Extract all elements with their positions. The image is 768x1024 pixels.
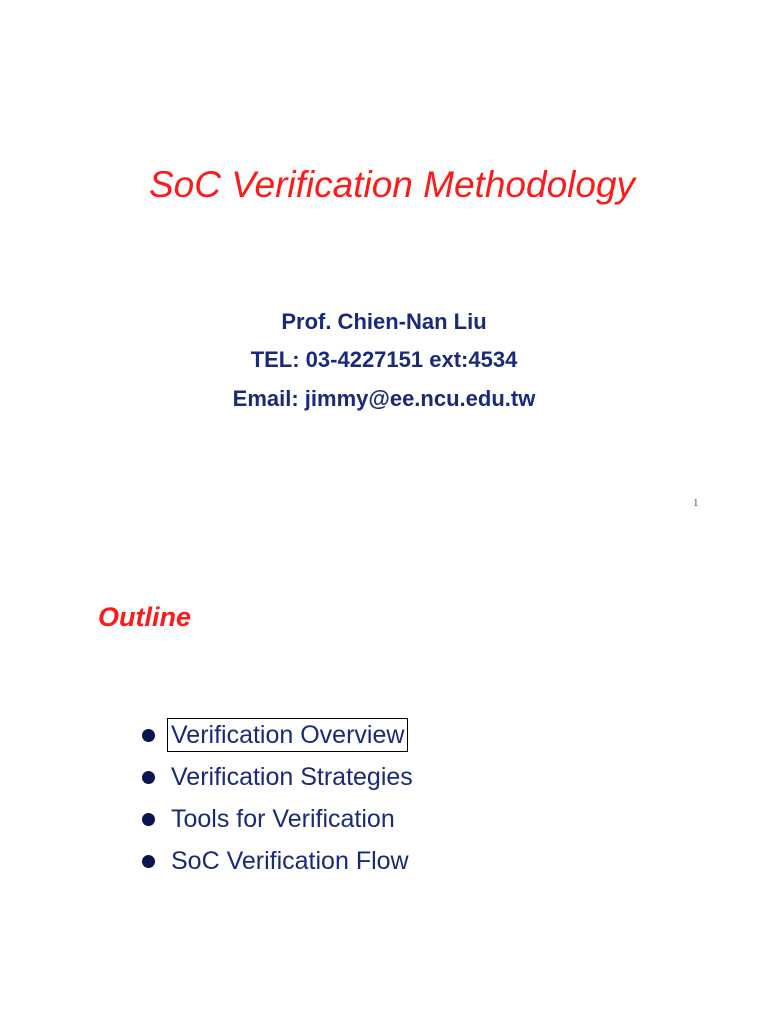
outline-heading: Outline	[98, 602, 191, 632]
bullet-icon	[142, 855, 155, 868]
slide-title: SoC Verification Methodology	[148, 164, 636, 205]
list-item	[142, 756, 417, 798]
list-item	[142, 798, 417, 840]
bullet-icon	[142, 813, 155, 826]
outline-item-label: Verification Overview	[167, 718, 408, 752]
list-item	[142, 840, 417, 882]
outline-item-label: Tools for Verification	[171, 805, 395, 833]
page-number: 1	[693, 497, 699, 509]
list-item	[142, 714, 417, 756]
bullet-icon	[142, 771, 155, 784]
outline-list	[142, 714, 417, 882]
outline-item-label: Verification Strategies	[171, 763, 413, 791]
author-name: Prof. Chien-Nan Liu	[281, 309, 487, 334]
bullet-icon	[142, 729, 155, 742]
email-address: Email: jimmy@ee.ncu.edu.tw	[232, 386, 536, 411]
telephone: TEL: 03-4227151 ext:4534	[250, 347, 518, 372]
outline-item-label: SoC Verification Flow	[171, 847, 409, 875]
